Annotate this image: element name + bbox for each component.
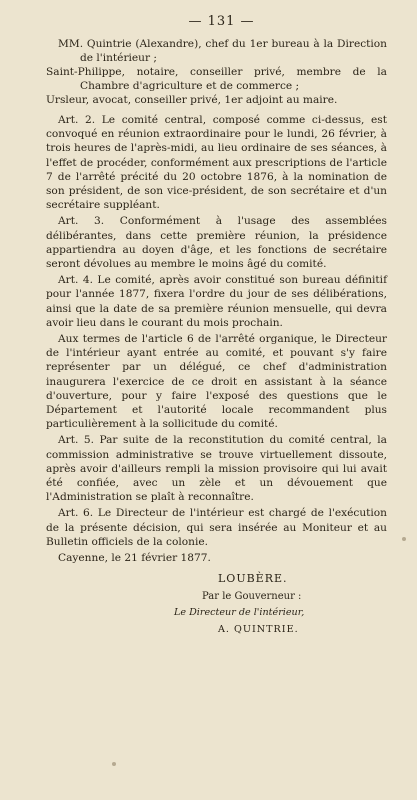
article-5: Art. 5. Par suite de la reconstitution du comité central, la commission administrative se trouve virtuellement dissoute, après avoir d'ailleurs rempli la mission provisoire qui lui avait été confiée, avec un zèle et un dévouement que l'Administration se plaît à reconnaître. xyxy=(46,434,387,504)
article-4: Art. 4. Le comité, après avoir constitué son bureau définitif pour l'année 1877, fixera l'ordre du jour de ses délibérations, ainsi que la date de sa première réunion mensuelle, qui devra avoir lieu dans le courant du mois prochain. xyxy=(46,274,387,329)
authority-title: Le Directeur de l'intérieur, xyxy=(174,607,305,619)
member-entry: Ursleur, avocat, conseiller privé, 1er adjoint au maire. xyxy=(46,94,338,106)
paper-speck xyxy=(112,762,116,766)
member-entry: MM. Quintrie (Alexandre), chef du 1er bureau à la Direction de l'intérieur ; xyxy=(58,38,387,64)
signature-block xyxy=(46,572,387,639)
member-list xyxy=(46,37,387,107)
member-entry: Saint-Philippe, notaire, conseiller privé, membre de la Chambre d'agriculture et de commerce ; xyxy=(46,66,387,92)
organic-article-paragraph: Aux termes de l'article 6 de l'arrêté organique, le Directeur de l'intérieur ayant entrée au comité, et pouvant s'y faire représenter par un délégué, ce chef d'administration inaugurera l'exercice de ce droit en assistant à la séance d'ouverture, pour y faire l'exposé des questions que le Département et l'autorité locale recommandent plus particulièrement à la sollicitude du comité. xyxy=(46,333,387,431)
page-number: — 131 — xyxy=(188,14,255,29)
article-3: Art. 3. Conformément à l'usage des assemblées délibérantes, dans cette première réunion, la présidence appartiendra au doyen d'âge, et les fonctions de secrétaire seront dévolues au membre le moins âgé du comité. xyxy=(46,215,387,271)
signer-name: LOUBÈRE. xyxy=(218,572,288,586)
authority-line: Par le Gouverneur : xyxy=(202,591,302,603)
paper-speck xyxy=(402,537,406,541)
article-6: Art. 6. Le Directeur de l'intérieur est chargé de l'exécution de la présente décision, qui sera insérée au Moniteur et au Bulletin officiels de la colonie. xyxy=(46,507,387,548)
article-2: Art. 2. Le comité central, composé comme ci-dessus, est convoqué en réunion extraordinaire pour le lundi, 26 février, à trois heures de l'après-midi, au lieu ordinaire de ses séances, à l'effet de procéder, conformément aux prescriptions de l'article 7 de l'arrêté précité du 20 octobre 1876, à la nomination de son président, de son vice-président, de son secrétaire et d'un secrétaire suppléant. xyxy=(46,114,387,212)
place-date: Cayenne, le 21 février 1877. xyxy=(58,552,211,565)
cosigner-name: A. QUINTRIE. xyxy=(218,624,299,636)
